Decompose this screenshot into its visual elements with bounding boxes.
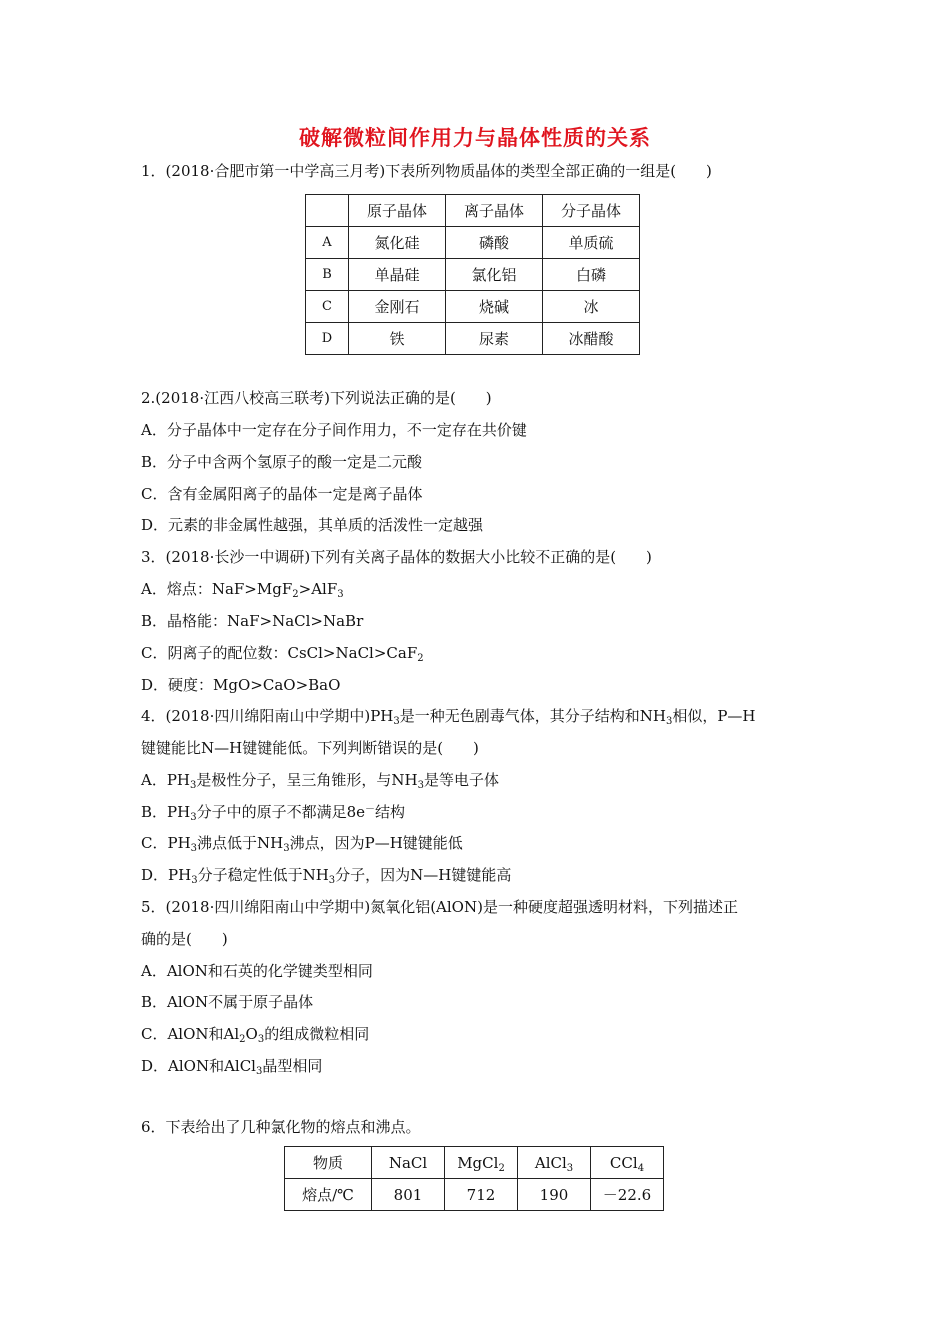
page-title: 破解微粒间作用力与晶体性质的关系	[299, 126, 651, 150]
question-6-stem: 6．下表给出了几种氯化物的熔点和沸点。	[141, 1118, 421, 1136]
table-header-row	[285, 1147, 664, 1179]
table-header-row	[306, 195, 640, 227]
table-header-cell: CCl$_4$	[591, 1147, 664, 1179]
table-header-cell: AlCl$_3$	[518, 1147, 591, 1179]
question-2-option-c: C．含有金属阳离子的晶体一定是离子晶体	[141, 485, 423, 503]
table-cell: 冰醋酸	[543, 323, 640, 355]
question-5-stem-line-1: 5．(2018·四川绵阳南山中学期中)氮氧化铝(AlON)是一种硬度超强透明材料，下列描述正	[141, 898, 738, 916]
question-3-stem: 3．(2018·长沙一中调研)下列有关离子晶体的数据大小比较不正确的是( )	[141, 548, 652, 566]
table-row	[306, 227, 640, 259]
table-cell: 712	[445, 1179, 518, 1211]
question-5-option-c: C．AlON和$Al_2O_3$的组成微粒相同	[141, 1025, 370, 1045]
table-row	[306, 323, 640, 355]
question-4-stem-line-2: 键键能比N—H键键能低。下列判断错误的是( )	[141, 739, 479, 757]
question-4-option-d: D．$PH_3$分子稳定性低于$NH_3$分子，因为N—H键键能高	[141, 866, 512, 886]
question-5-option-b: B．AlON不属于原子晶体	[141, 993, 314, 1011]
table-cell: 尿素	[446, 323, 543, 355]
table-cell: 氯化铝	[446, 259, 543, 291]
question-2-stem: 2.(2018·江西八校高三联考)下列说法正确的是( )	[141, 389, 492, 407]
question-2-option-b: B．分子中含两个氢原子的酸一定是二元酸	[141, 453, 423, 471]
table-cell: D	[306, 323, 349, 355]
question-3-option-c: C．阴离子的配位数：CsCl>NaCl>CaF$_2$	[141, 644, 424, 664]
table-cell: 磷酸	[446, 227, 543, 259]
table-header-cell: 分子晶体	[543, 195, 640, 227]
question-3-option-b: B．晶格能：NaF>NaCl>NaBr	[141, 612, 364, 630]
table-cell: A	[306, 227, 349, 259]
question-4-option-c: C．$PH_3$沸点低于$NH_3$沸点，因为P—H键键能低	[141, 834, 463, 854]
question-4-option-a: A．$PH_3$是极性分子，呈三角锥形，与$NH_3$是等电子体	[141, 771, 499, 791]
table-header-cell: 原子晶体	[349, 195, 446, 227]
question-1-stem: 1．(2018·合肥市第一中学高三月考)下表所列物质晶体的类型全部正确的一组是( )	[141, 162, 712, 180]
crystal-type-table	[305, 194, 640, 355]
table-header-cell: NaCl	[372, 1147, 445, 1179]
table-cell: 190	[518, 1179, 591, 1211]
table-cell: 烧碱	[446, 291, 543, 323]
table-cell: 熔点/℃	[285, 1179, 372, 1211]
table-cell: 单质硫	[543, 227, 640, 259]
table-cell: 铁	[349, 323, 446, 355]
question-3-option-d: D．硬度：MgO>CaO>BaO	[141, 676, 341, 694]
question-3-option-a: A．熔点：NaF>MgF$_2$>AlF$_3$	[141, 580, 344, 600]
table-header-cell: 物质	[285, 1147, 372, 1179]
chloride-melting-point-table	[284, 1146, 664, 1211]
table-row	[306, 291, 640, 323]
table-row	[285, 1179, 664, 1211]
question-4-option-b: B．$PH_3$分子中的原子不都满足8e－结构	[141, 803, 406, 823]
table-row	[306, 259, 640, 291]
table-cell: 氮化硅	[349, 227, 446, 259]
question-4-stem-line-1: 4．(2018·四川绵阳南山中学期中)$PH_3$是一种无色剧毒气体，其分子结构和$NH_3$相似，P—H	[141, 707, 756, 727]
table-cell: C	[306, 291, 349, 323]
table-header-cell	[306, 195, 349, 227]
question-5-option-a: A．AlON和石英的化学键类型相同	[141, 962, 373, 980]
question-5-stem-line-2: 确的是( )	[141, 930, 228, 948]
table-cell: 金刚石	[349, 291, 446, 323]
table-header-cell: MgCl$_2$	[445, 1147, 518, 1179]
table-header-cell: 离子晶体	[446, 195, 543, 227]
question-2-option-a: A．分子晶体中一定存在分子间作用力，不一定存在共价键	[141, 421, 527, 439]
table-cell: 单晶硅	[349, 259, 446, 291]
question-2-option-d: D．元素的非金属性越强，其单质的活泼性一定越强	[141, 516, 484, 534]
question-5-option-d: D．AlON和AlCl$_3$晶型相同	[141, 1057, 323, 1077]
table-cell: －22.6	[591, 1179, 664, 1211]
table-cell: 801	[372, 1179, 445, 1211]
table-cell: 白磷	[543, 259, 640, 291]
table-cell: B	[306, 259, 349, 291]
table-cell: 冰	[543, 291, 640, 323]
